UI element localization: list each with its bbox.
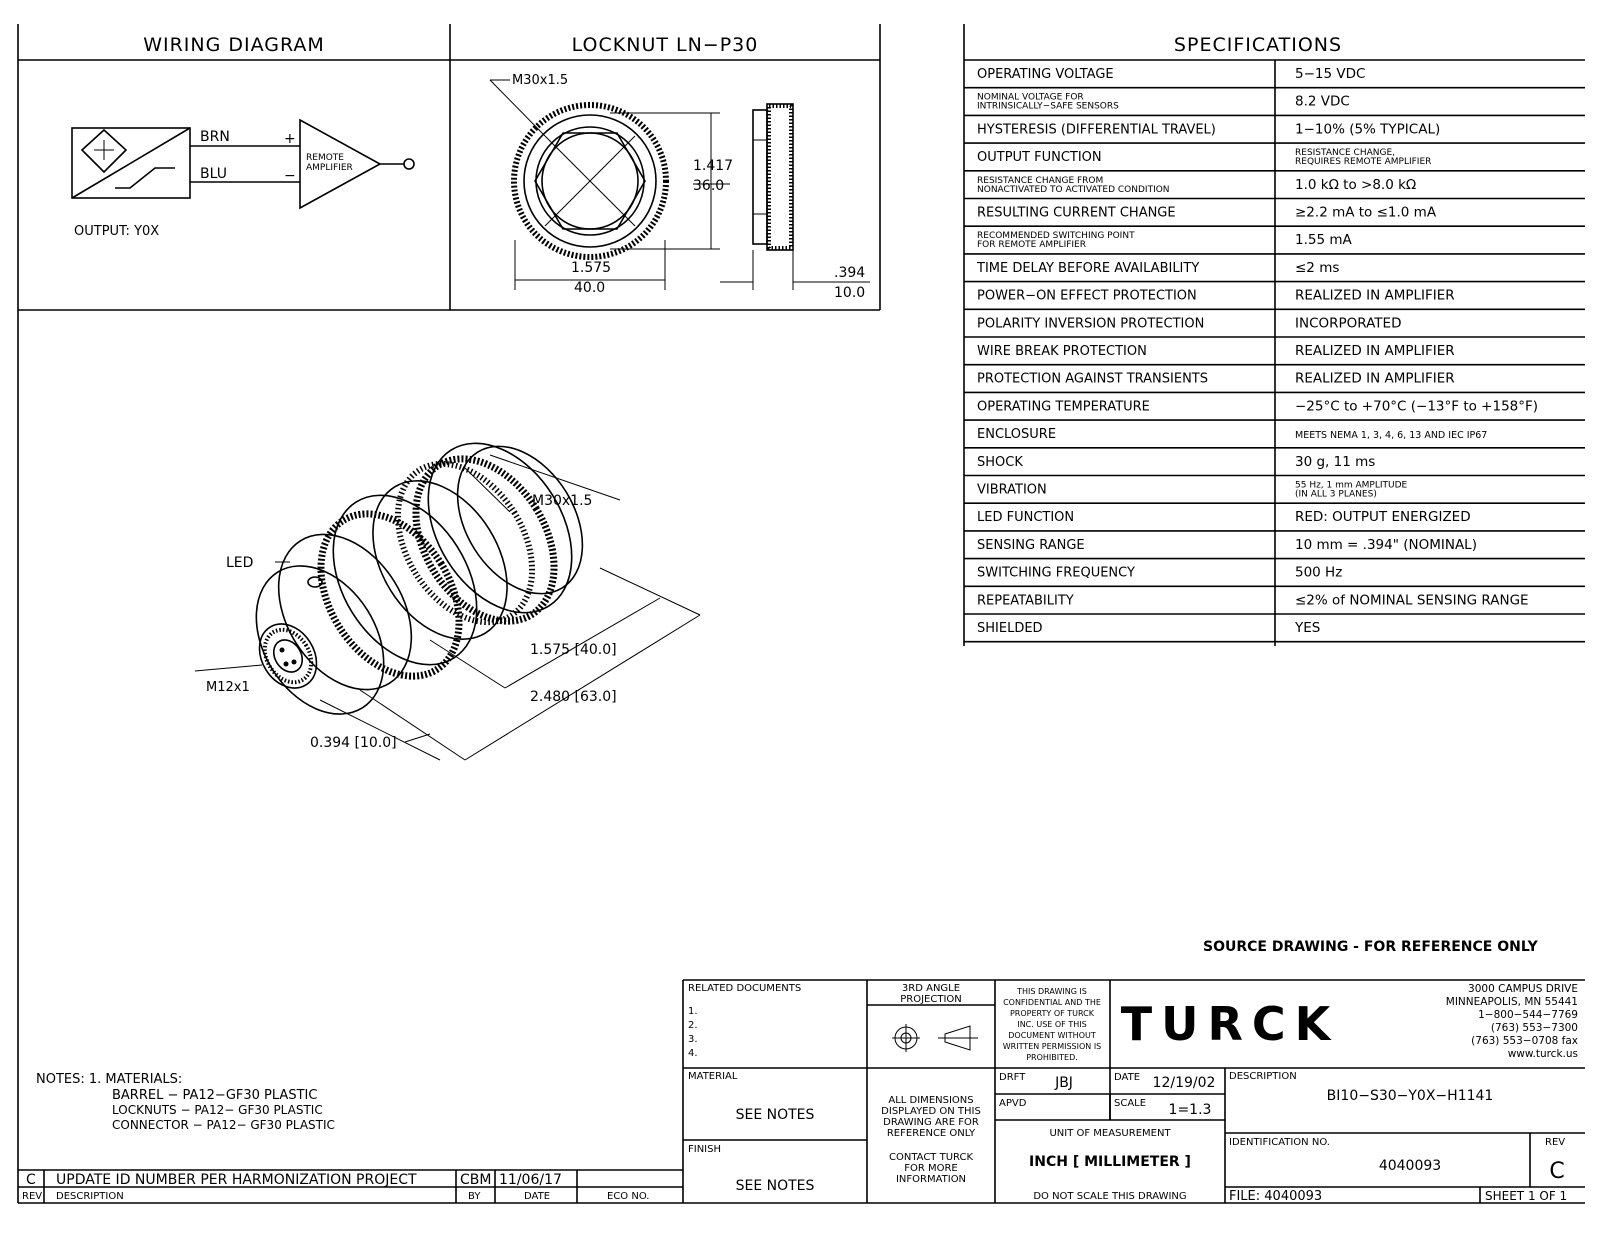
spec-label: POLARITY INVERSION PROTECTION bbox=[977, 316, 1205, 332]
turck-logo-text: TURCK bbox=[1120, 997, 1340, 1051]
description-header: DESCRIPTION bbox=[56, 1191, 124, 1202]
contact-line: INFORMATION bbox=[895, 1174, 967, 1185]
contact-line: CONTACT TURCK bbox=[888, 1152, 974, 1163]
description-label: DESCRIPTION bbox=[1229, 1071, 1297, 1082]
address-line: www.turck.us bbox=[1507, 1048, 1578, 1060]
led-indicator bbox=[308, 577, 322, 587]
spec-value: REALIZED IN AMPLIFIER bbox=[1295, 370, 1455, 387]
spec-label: SENSING RANGE bbox=[977, 537, 1085, 553]
spec-label: PROTECTION AGAINST TRANSIENTS bbox=[977, 371, 1208, 387]
dim-locknut-to-end: 1.575 [40.0] bbox=[530, 642, 617, 658]
spec-label: SHIELDED bbox=[977, 621, 1043, 636]
notes-line-4: CONNECTOR − PA12− GF30 PLASTIC bbox=[112, 1118, 335, 1132]
rev-description: UPDATE ID NUMBER PER HARMONIZATION PROJECT bbox=[56, 1172, 417, 1188]
confidentiality-line: DOCUMENT WITHOUT bbox=[1008, 1031, 1096, 1040]
material-value: SEE NOTES bbox=[735, 1107, 815, 1123]
do-not-scale: DO NOT SCALE THIS DRAWING bbox=[1033, 1191, 1187, 1202]
spec-value: 1.0 kΩ to >8.0 kΩ bbox=[1295, 176, 1417, 193]
rev-header: REV bbox=[22, 1191, 43, 1202]
rev-by: CBM bbox=[460, 1172, 492, 1188]
title-rev-label: REV bbox=[1545, 1137, 1566, 1148]
address-line: MINNEAPOLIS, MN 55441 bbox=[1445, 996, 1578, 1008]
locknut-side-view bbox=[753, 104, 793, 250]
address-line: 1−800−544−7769 bbox=[1478, 1009, 1578, 1021]
specifications-title: SPECIFICATIONS bbox=[1173, 34, 1343, 56]
address-line: (763) 553−7300 bbox=[1490, 1022, 1578, 1034]
rev-letter: C bbox=[26, 1172, 36, 1188]
spec-label: OPERATING TEMPERATURE bbox=[977, 399, 1150, 415]
spec-label: LED FUNCTION bbox=[977, 510, 1075, 526]
spec-value: 8.2 VDC bbox=[1295, 93, 1350, 110]
spec-label: TIME DELAY BEFORE AVAILABILITY bbox=[977, 260, 1200, 276]
top-left-frame bbox=[18, 24, 880, 1203]
rev-date: 11/06/17 bbox=[499, 1172, 562, 1188]
locknut-height-in: 1.417 bbox=[693, 158, 734, 174]
confidentiality-line: PROPERTY OF TURCK bbox=[1009, 1009, 1095, 1018]
finish-label: FINISH bbox=[688, 1144, 721, 1155]
date-label: DATE bbox=[1114, 1072, 1141, 1083]
apvd-label: APVD bbox=[999, 1098, 1027, 1109]
spec-value: RESISTANCE CHANGE, bbox=[1295, 148, 1396, 159]
locknut-width-in: 1.575 bbox=[571, 260, 612, 276]
spec-value: RED: OUTPUT ENERGIZED bbox=[1295, 509, 1471, 526]
output-label: OUTPUT: Y0X bbox=[74, 224, 160, 239]
locknut-thread-label: M30x1.5 bbox=[512, 73, 569, 88]
spec-label: OUTPUT FUNCTION bbox=[977, 150, 1102, 166]
spec-label: RECOMMENDED SWITCHING POINT bbox=[977, 231, 1135, 242]
spec-label: ENCLOSURE bbox=[977, 427, 1057, 443]
all-dimensions-line: ALL DIMENSIONS bbox=[888, 1095, 974, 1106]
spec-value: REALIZED IN AMPLIFIER bbox=[1295, 343, 1455, 359]
uom-label: UNIT OF MEASUREMENT bbox=[1049, 1128, 1171, 1139]
drft-label: DRFT bbox=[999, 1072, 1026, 1083]
finish-value: SEE NOTES bbox=[735, 1178, 815, 1194]
spec-label: NOMINAL VOLTAGE FOR bbox=[977, 92, 1084, 103]
eco-header: ECO NO. bbox=[607, 1191, 650, 1202]
minus-sign: − bbox=[284, 168, 296, 184]
all-dimensions-line: DISPLAYED ON THIS bbox=[881, 1106, 981, 1117]
spec-value: (IN ALL 3 PLANES) bbox=[1295, 489, 1377, 500]
spec-label: HYSTERESIS (DIFFERENTIAL TRAVEL) bbox=[977, 122, 1216, 138]
drft-value: JBJ bbox=[1055, 1075, 1073, 1091]
third-angle-projection-symbol bbox=[892, 1024, 978, 1052]
notes-line-1: NOTES: 1. MATERIALS: bbox=[36, 1072, 183, 1087]
spec-label: POWER−ON EFFECT PROTECTION bbox=[977, 288, 1197, 304]
spec-value: REQUIRES REMOTE AMPLIFIER bbox=[1295, 157, 1432, 168]
spec-value: 30 g, 11 ms bbox=[1295, 453, 1376, 470]
material-label: MATERIAL bbox=[688, 1071, 738, 1082]
spec-value: 1.55 mA bbox=[1295, 232, 1352, 249]
projection-label-1: 3RD ANGLE bbox=[901, 983, 961, 994]
company-address bbox=[1446, 983, 1578, 1060]
brn-label: BRN bbox=[200, 129, 230, 145]
turck-logo bbox=[1121, 997, 1340, 1051]
spec-label: SHOCK bbox=[977, 454, 1023, 470]
spec-value: MEETS NEMA 1, 3, 4, 6, 13 AND IEC IP67 bbox=[1295, 430, 1488, 442]
contact-line: FOR MORE bbox=[904, 1163, 958, 1174]
dim-overall-length: 2.480 [63.0] bbox=[530, 689, 617, 705]
address-line: 3000 CAMPUS DRIVE bbox=[1468, 983, 1578, 995]
spec-value: 10 mm = .394" (NOMINAL) bbox=[1295, 536, 1477, 553]
related-docs-label: RELATED DOCUMENTS bbox=[688, 983, 802, 994]
locknut-dimensions bbox=[515, 113, 870, 290]
notes-line-3: LOCKNUTS − PA12− GF30 PLASTIC bbox=[112, 1103, 323, 1117]
spec-value: 55 Hz, 1 mm AMPLITUDE bbox=[1295, 480, 1408, 491]
connector-thread-label: M12x1 bbox=[206, 680, 250, 695]
date-value: 12/19/02 bbox=[1152, 1075, 1216, 1091]
related-2: 2. bbox=[688, 1020, 698, 1031]
spec-value: 1−10% (5% TYPICAL) bbox=[1295, 121, 1441, 138]
identification-number: 4040093 bbox=[1378, 1158, 1442, 1174]
locknut-height-mm: 36.0 bbox=[693, 178, 725, 194]
amplifier-label-2: AMPLIFIER bbox=[306, 163, 353, 173]
notes-line-2: BARREL − PA12−GF30 PLASTIC bbox=[112, 1088, 318, 1103]
projection-label-2: PROJECTION bbox=[900, 994, 962, 1005]
dim-connector: 0.394 [10.0] bbox=[310, 735, 397, 751]
spec-label: WIRE BREAK PROTECTION bbox=[977, 344, 1147, 359]
scale-label: SCALE bbox=[1114, 1098, 1147, 1109]
title-rev-value: C bbox=[1549, 1159, 1565, 1184]
amplifier-label-1: REMOTE bbox=[306, 153, 344, 163]
scale-value: 1=1.3 bbox=[1168, 1102, 1212, 1118]
locknut-thick-in: .394 bbox=[834, 265, 866, 281]
spec-value: YES bbox=[1295, 620, 1321, 636]
spec-label: VIBRATION bbox=[977, 482, 1047, 498]
file-name: FILE: 4040093 bbox=[1229, 1189, 1323, 1204]
barrel-thread-label: M30x1.5 bbox=[532, 493, 593, 509]
confidentiality-notice bbox=[1003, 987, 1102, 1062]
confidentiality-line: THIS DRAWING IS bbox=[1017, 987, 1087, 996]
spec-value: 500 Hz bbox=[1295, 564, 1343, 581]
confidentiality-line: PROHIBITED. bbox=[1026, 1053, 1078, 1062]
spec-value: INCORPORATED bbox=[1295, 315, 1402, 332]
spec-label: REPEATABILITY bbox=[977, 593, 1074, 609]
all-dimensions-note bbox=[881, 1095, 981, 1139]
sensor-symbol bbox=[72, 128, 190, 198]
locknut-thick-mm: 10.0 bbox=[834, 285, 866, 301]
spec-label: RESULTING CURRENT CHANGE bbox=[977, 205, 1176, 221]
blu-label: BLU bbox=[200, 166, 227, 182]
locknut-front-view bbox=[490, 80, 666, 257]
spec-value: ≥2.2 mA to ≤1.0 mA bbox=[1295, 204, 1437, 221]
address-line: (763) 553−0708 fax bbox=[1471, 1035, 1578, 1047]
confidentiality-line: CONFIDENTIAL AND THE bbox=[1003, 998, 1101, 1007]
spec-label: RESISTANCE CHANGE FROM bbox=[977, 175, 1104, 186]
spec-value: ≤2% of NOMINAL SENSING RANGE bbox=[1295, 592, 1529, 609]
source-drawing-note: SOURCE DRAWING - FOR REFERENCE ONLY bbox=[1203, 939, 1538, 955]
contact-note bbox=[889, 1152, 973, 1185]
specifications-table bbox=[964, 24, 1585, 646]
related-4: 4. bbox=[688, 1048, 698, 1059]
wiring-diagram-title: WIRING DIAGRAM bbox=[143, 34, 325, 56]
by-header: BY bbox=[468, 1191, 481, 1202]
spec-label: NONACTIVATED TO ACTIVATED CONDITION bbox=[977, 184, 1170, 195]
related-3: 3. bbox=[688, 1034, 698, 1045]
spec-label: FOR REMOTE AMPLIFIER bbox=[977, 240, 1086, 251]
led-label: LED bbox=[226, 555, 254, 571]
related-1: 1. bbox=[688, 1006, 698, 1017]
spec-label: OPERATING VOLTAGE bbox=[977, 67, 1114, 82]
confidentiality-line: WRITTEN PERMISSION IS bbox=[1002, 1042, 1102, 1051]
locknut-title: LOCKNUT LN−P30 bbox=[571, 34, 759, 56]
identification-label: IDENTIFICATION NO. bbox=[1229, 1137, 1330, 1148]
date-header: DATE bbox=[524, 1191, 551, 1202]
isometric-sensor-view bbox=[195, 417, 700, 760]
all-dimensions-line: REFERENCE ONLY bbox=[886, 1128, 976, 1139]
locknut-width-mm: 40.0 bbox=[574, 280, 606, 296]
confidentiality-line: INC. USE OF THIS bbox=[1017, 1020, 1087, 1029]
all-dimensions-line: DRAWING ARE FOR bbox=[883, 1117, 979, 1128]
spec-label: INTRINSICALLY−SAFE SENSORS bbox=[977, 101, 1119, 112]
spec-value: 5−15 VDC bbox=[1295, 66, 1366, 82]
spec-label: SWITCHING FREQUENCY bbox=[977, 565, 1135, 581]
part-description: BI10−S30−Y0X−H1141 bbox=[1326, 1088, 1494, 1104]
plus-sign: + bbox=[284, 131, 296, 147]
spec-value: REALIZED IN AMPLIFIER bbox=[1295, 287, 1455, 304]
sheet-number: SHEET 1 OF 1 bbox=[1485, 1189, 1568, 1203]
uom-value: INCH [ MILLIMETER ] bbox=[1029, 1154, 1191, 1170]
spec-value: ≤2 ms bbox=[1295, 259, 1340, 276]
spec-value: −25°C to +70°C (−13°F to +158°F) bbox=[1295, 398, 1539, 415]
